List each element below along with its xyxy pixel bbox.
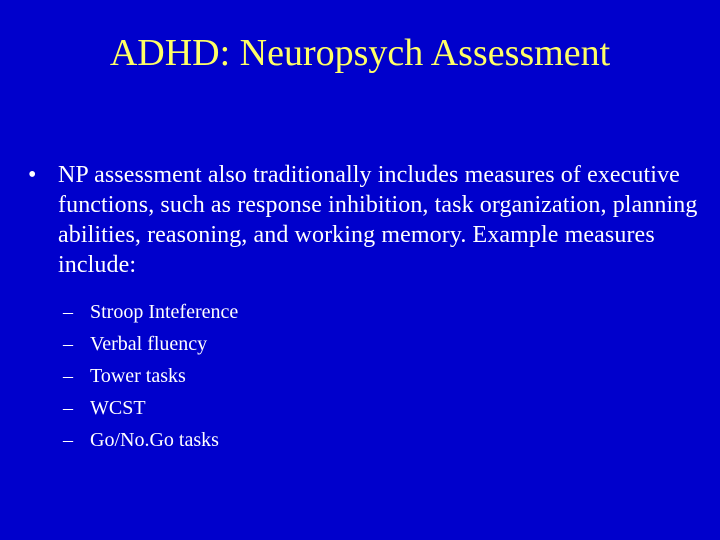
bullet-text: NP assessment also traditionally includes measures of executive functions, such as response inhibition, task organization, planning abilities, reasoning, and working memory. Example measures include: bbox=[58, 162, 698, 278]
bullet-marker: • bbox=[28, 162, 37, 188]
sub-bullet-text: Verbal fluency bbox=[90, 333, 208, 355]
sub-bullet-text: WCST bbox=[90, 397, 146, 419]
sub-bullet-text: Stroop Inteference bbox=[90, 301, 239, 323]
bullet-item bbox=[28, 160, 698, 280]
dash-marker: – bbox=[63, 333, 73, 355]
bullet-list bbox=[28, 160, 698, 280]
sub-bullet-text: Go/No.Go tasks bbox=[90, 429, 219, 451]
dash-marker: – bbox=[63, 397, 73, 419]
sub-bullet-list bbox=[63, 296, 238, 456]
dash-marker: – bbox=[63, 429, 73, 451]
slide-title: ADHD: Neuropsych Assessment bbox=[109, 32, 611, 74]
sub-bullet-text: Tower tasks bbox=[90, 365, 186, 387]
dash-marker: – bbox=[63, 365, 73, 387]
dash-marker: – bbox=[63, 301, 73, 323]
sub-bullet-item bbox=[63, 296, 238, 328]
sub-bullet-item bbox=[63, 360, 238, 392]
sub-bullet-item bbox=[63, 392, 238, 424]
sub-bullet-item bbox=[63, 424, 238, 456]
sub-bullet-item bbox=[63, 328, 238, 360]
